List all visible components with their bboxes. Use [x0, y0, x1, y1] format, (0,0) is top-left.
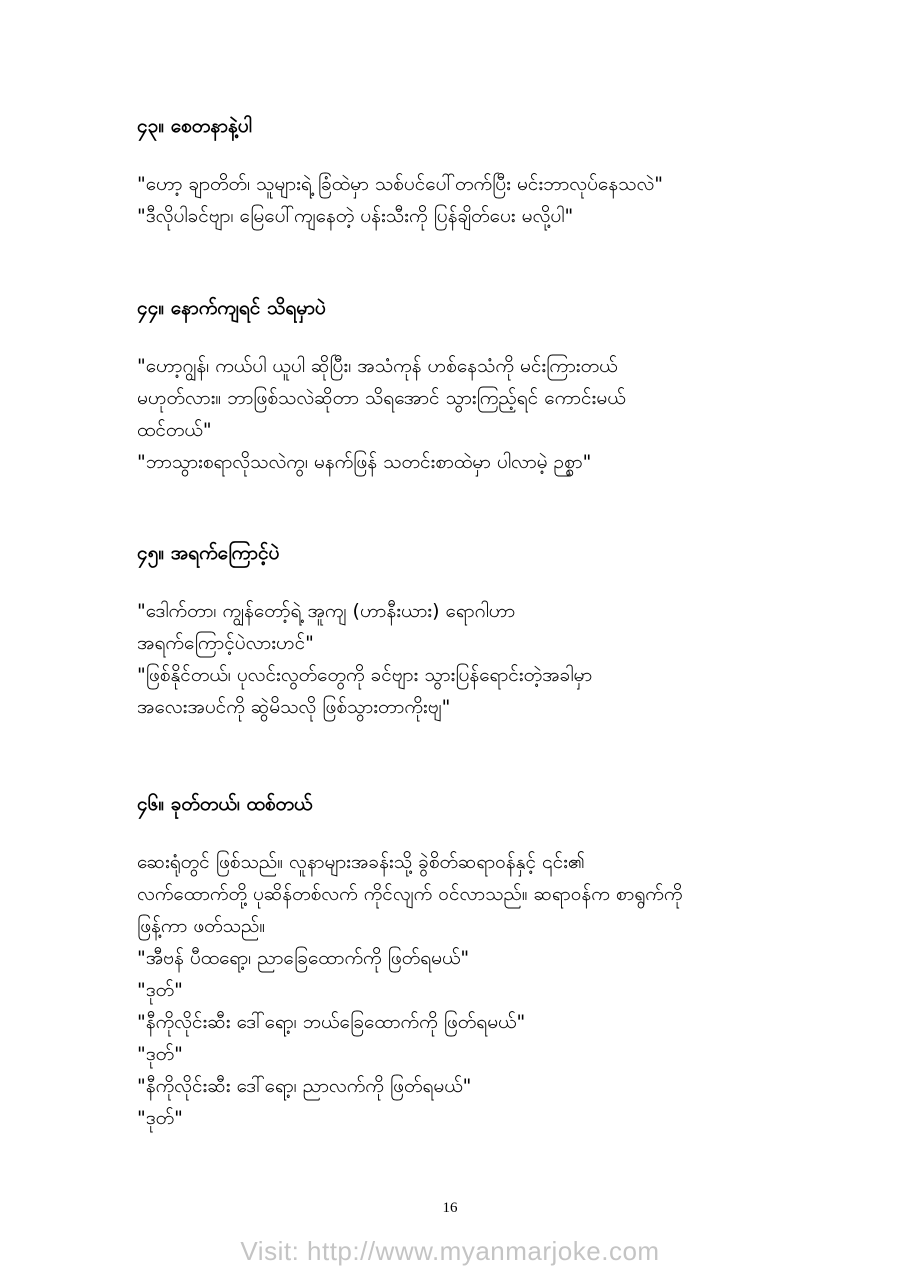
body-line: "ဒေါက်တာ၊ ကျွန်တော့်ရဲ့ အူကျ (ဟာနီးယား) ရောဂါဟာ	[137, 600, 516, 622]
body-line: အလေးအပင်ကို ဆွဲမိသလို ဖြစ်သွားတာကိုးဗျ"	[137, 696, 451, 718]
joke-section-43	[137, 112, 777, 232]
body-line: အရက်ကြောင့်ပဲလားဟင်"	[137, 632, 314, 654]
section-heading: ၄၄။ နောက်ကျရင် သိရမှာပဲ	[137, 297, 326, 319]
body-line: "နီကိုလိုင်းဆီး ဒေါ်ရော့၊ ဘယ်ခြေထောက်ကို ဖြတ်ရမယ်"	[137, 1011, 526, 1033]
page-number: 16	[442, 1200, 458, 1216]
footer-website-link[interactable]: Visit: http://www.myanmarjoke.com	[240, 1236, 660, 1266]
joke-section-44	[137, 294, 777, 478]
body-line: "ဒီလိုပါခင်ဗျာ၊ မြေပေါ်ကျနေတဲ့ ပန်းသီးကို ပြန်ချိတ်ပေး မလို့ပါ"	[137, 205, 574, 227]
body-line: "အီဗန် ပီထရော့၊ ညာခြေထောက်ကို ဖြတ်ရမယ်"	[137, 947, 470, 969]
section-heading: ၄၅။ အရက်ကြောင့်ပဲ	[137, 542, 280, 564]
body-line: ဆေးရုံတွင် ဖြစ်သည်။ လူနာများအခန်းသို့ ခွဲစိတ်ဆရာဝန်နှင့် ၎င်း၏	[137, 851, 585, 873]
body-line: "ဒုတ်"	[137, 1107, 183, 1129]
body-line: ထင်တယ်"	[137, 419, 212, 441]
section-body	[137, 846, 777, 1134]
joke-section-46	[137, 790, 777, 1134]
section-heading: ၄၆။ ခုတ်တယ်၊ ထစ်တယ်	[137, 793, 313, 815]
section-body	[137, 168, 777, 232]
joke-section-45	[137, 539, 777, 723]
body-line: "ဘာသွားစရာလိုသလဲကွ၊ မနက်ဖြန် သတင်းစာထဲမှာ ပါလာမဲ့ ဉစ္စာ"	[137, 451, 592, 473]
body-line: မဟုတ်လား။ ဘာဖြစ်သလဲဆိုတာ သိရအောင် သွားကြည့်ရင် ကောင်းမယ်	[137, 387, 626, 409]
body-line: "ဒုတ်"	[137, 1043, 183, 1065]
body-line: "ဒုတ်"	[137, 979, 183, 1001]
section-body	[137, 350, 777, 478]
body-line: လက်ထောက်တို့ ပုဆိန်တစ်လက် ကိုင်လျက် ဝင်လာသည်။ ဆရာဝန်က စာရွက်ကို	[137, 883, 683, 905]
body-line: "ဟော့ ချာတိတ်၊ သူများရဲ့ ခြံထဲမှာ သစ်ပင်ပေါ်တက်ပြီး မင်းဘာလုပ်နေသလဲ"	[137, 173, 663, 195]
body-line: "ဟော့ဂျွန်၊ ကယ်ပါ ယူပါ ဆိုပြီး၊ အသံကုန် ဟစ်နေသံကို မင်းကြားတယ်	[137, 355, 618, 377]
section-body	[137, 595, 777, 723]
section-heading: ၄၃။ စေတနာနဲ့ပါ	[137, 115, 252, 137]
body-line: "နီကိုလိုင်းဆီး ဒေါ်ရော့၊ ညာလက်ကို ဖြတ်ရမယ်"	[137, 1075, 472, 1097]
body-line: ဖြန့်ကာ ဖတ်သည်။	[137, 915, 266, 937]
body-line: "ဖြစ်နိုင်တယ်၊ ပုလင်းလွတ်တွေကို ခင်ဗျား သွားပြန်ရောင်းတဲ့အခါမှာ	[137, 664, 593, 686]
